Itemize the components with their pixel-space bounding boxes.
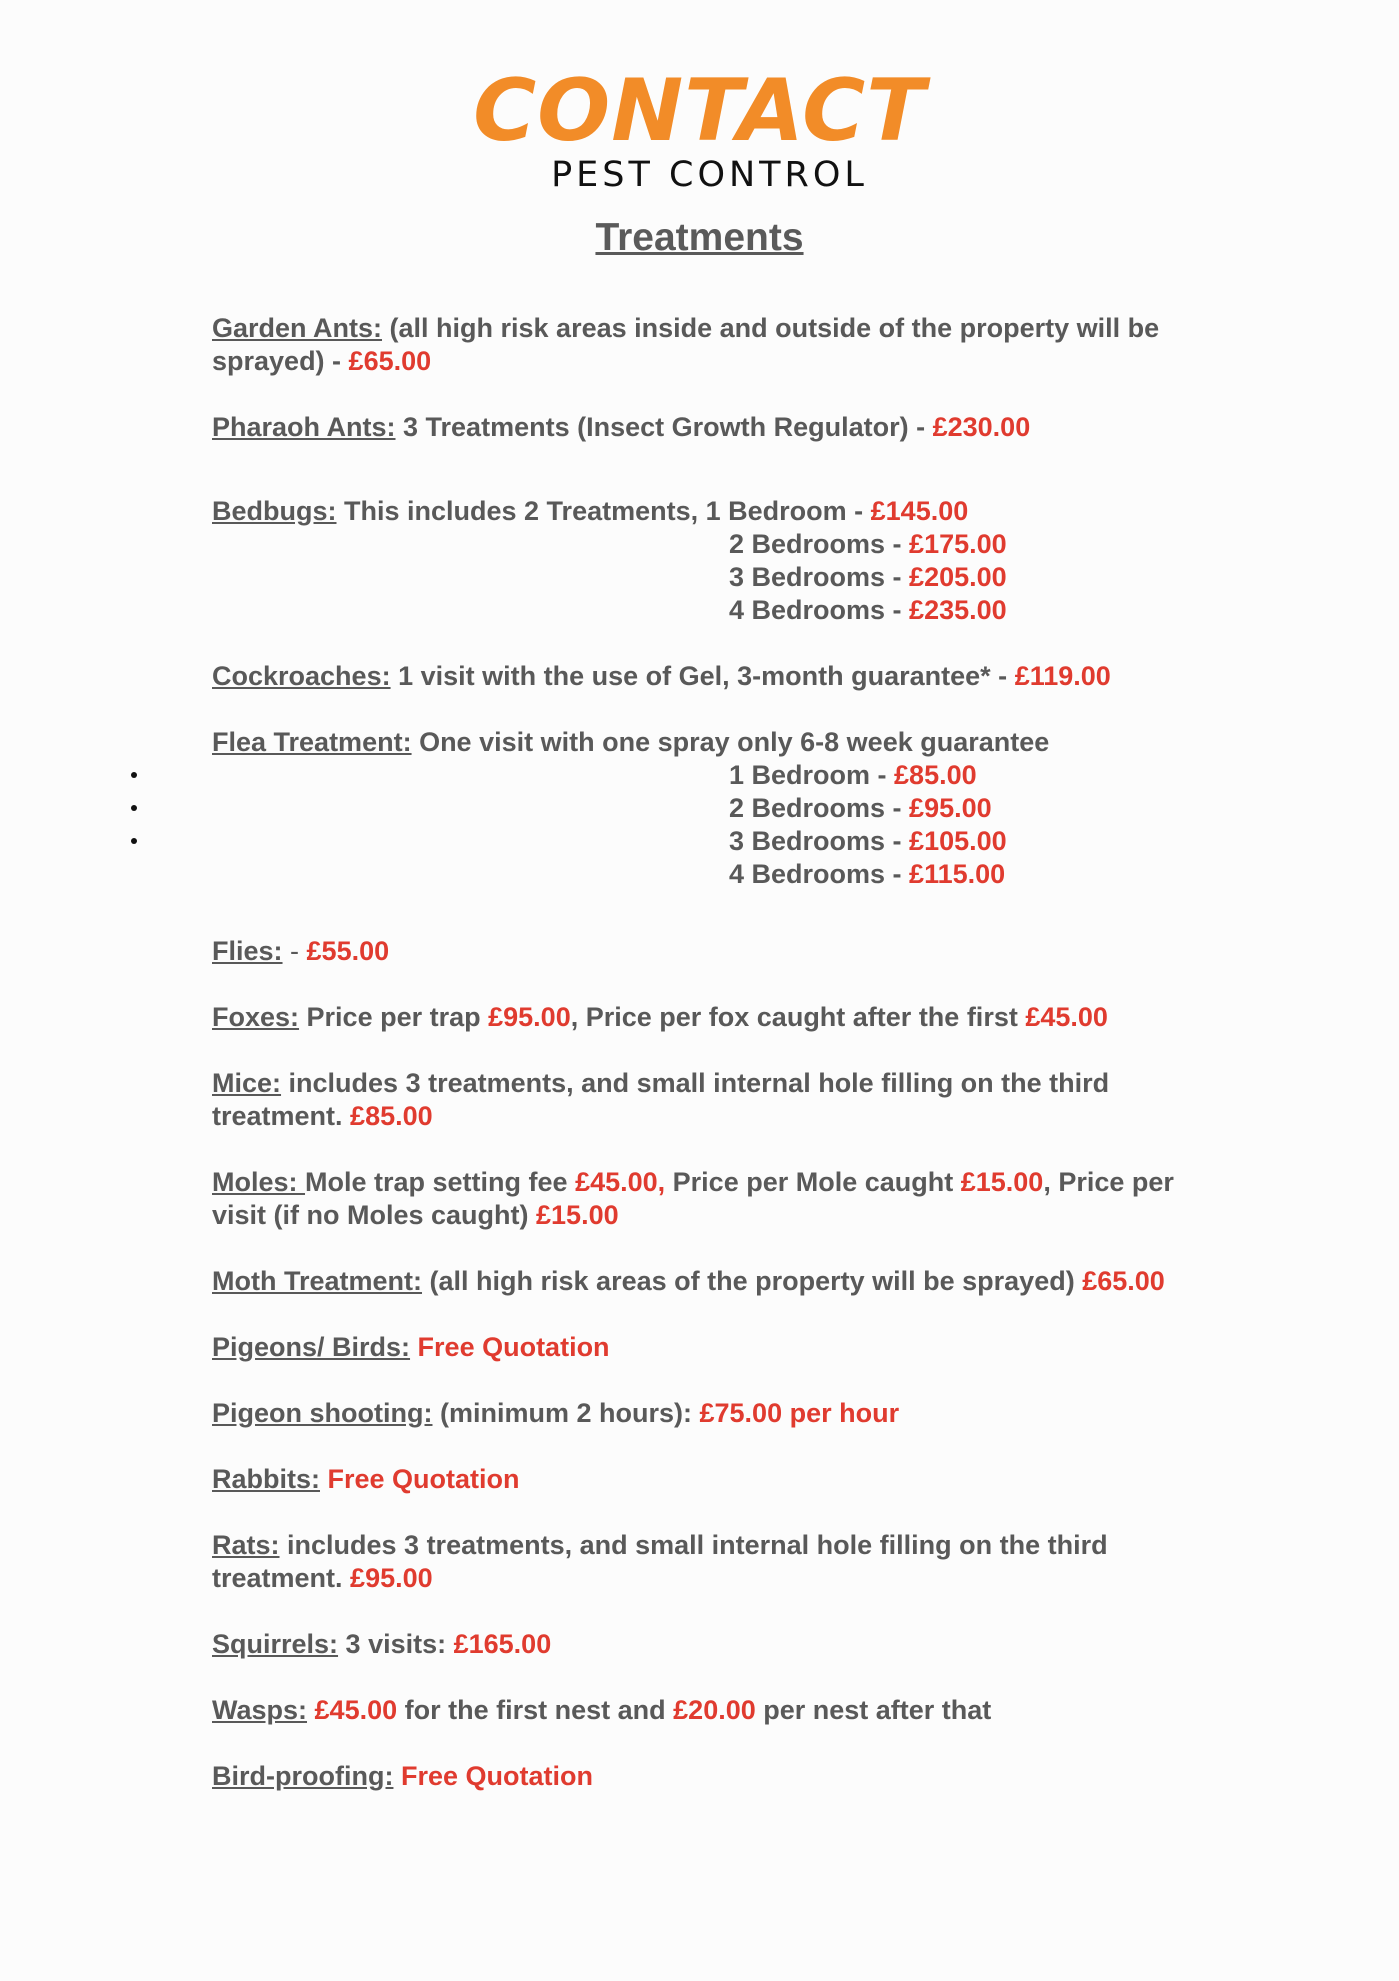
price-row — [212, 759, 1202, 792]
treatment-description: One visit with one spray only 6-8 week guarantee — [411, 727, 1050, 757]
treatment-label: Bird-proofing: — [212, 1761, 394, 1791]
treatment-description: Price per trap — [299, 1002, 489, 1032]
treatment-price: £95.00 — [488, 1002, 571, 1032]
treatment-price: £119.00 — [1014, 661, 1111, 691]
treatment-description: includes 3 treatments, and small internal hole filling on the third treatment. — [212, 1068, 1110, 1131]
treatment-description: , Price per fox caught after the first — [570, 1002, 1026, 1032]
treatment-price: £95.00 — [350, 1563, 433, 1593]
treatment-description: (all high risk areas inside and outside of the property will be sprayed) - — [212, 313, 1160, 376]
treatment-price: £230.00 — [932, 412, 1031, 442]
treatment-description: (minimum 2 hours): — [432, 1398, 700, 1428]
treatment-label: Squirrels: — [212, 1629, 339, 1659]
list-bullet — [131, 838, 137, 844]
row-price: £105.00 — [909, 826, 1007, 856]
price-row — [212, 792, 1202, 825]
treatment-description: This includes 2 Treatments, 1 Bedroom - — [336, 496, 871, 526]
treatment-price: Free Quotation — [417, 1332, 610, 1362]
row-price: £115.00 — [909, 859, 1006, 889]
treatment-price: £45.00 — [314, 1695, 398, 1725]
treatment-description: per nest after that — [755, 1695, 992, 1725]
treatment-description: Mole trap setting fee — [305, 1167, 576, 1197]
treatment-bedbugs — [212, 495, 1202, 627]
treatments-list — [212, 312, 1202, 1793]
treatment-price: £145.00 — [870, 496, 969, 526]
treatment-price: £15.00 — [536, 1200, 619, 1230]
treatment-garden-ants — [212, 312, 1202, 378]
row-price: £205.00 — [909, 562, 1007, 592]
treatment-price: £85.00 — [350, 1101, 433, 1131]
price-row — [212, 561, 1202, 594]
logo-main-text: CONTACT — [473, 61, 926, 161]
treatment-description: Price per Mole caught — [665, 1167, 961, 1197]
row-label: 4 Bedrooms - — [729, 859, 910, 889]
treatment-label: Rats: — [212, 1530, 280, 1560]
treatment-moth — [212, 1265, 1202, 1298]
treatment-price: £165.00 — [453, 1629, 552, 1659]
row-label: 2 Bedrooms - — [729, 529, 910, 559]
row-label: 2 Bedrooms - — [729, 793, 910, 823]
treatment-description: 3 Treatments (Insect Growth Regulator) - — [395, 412, 933, 442]
treatment-description — [410, 1332, 418, 1362]
treatment-pigeons — [212, 1331, 1202, 1364]
treatment-description: includes 3 treatments, and small internal hole filling on the third treatment. — [212, 1530, 1108, 1593]
treatment-price: £20.00 — [673, 1695, 756, 1725]
row-label: 3 Bedrooms - — [729, 562, 910, 592]
logo-sub-text: PEST CONTROL — [551, 155, 868, 195]
treatment-description — [307, 1695, 315, 1725]
price-row — [212, 825, 1202, 858]
treatment-label: Garden Ants: — [212, 313, 383, 343]
treatment-price: £75.00 per hour — [699, 1398, 900, 1428]
treatment-price: £45.00, — [575, 1167, 666, 1197]
treatment-description: , Price per visit (if no Moles caught) — [212, 1167, 1174, 1230]
treatment-price: £65.00 — [348, 346, 432, 376]
treatment-price: Free Quotation — [327, 1464, 520, 1494]
treatment-label: Cockroaches: — [212, 661, 391, 691]
treatment-label: Flea Treatment: — [212, 727, 412, 757]
treatment-mice — [212, 1067, 1202, 1133]
treatment-label: Pharaoh Ants: — [212, 412, 396, 442]
treatment-price: £55.00 — [306, 936, 390, 966]
row-label: 1 Bedroom - — [729, 760, 895, 790]
treatment-label: Bedbugs: — [212, 496, 337, 526]
row-price: £95.00 — [909, 793, 992, 823]
treatment-bird-proofing — [212, 1760, 1202, 1793]
treatment-label: Rabbits: — [212, 1464, 320, 1494]
treatment-description: for the first nest and — [397, 1695, 674, 1725]
treatment-label: Foxes: — [212, 1002, 300, 1032]
treatment-squirrels — [212, 1628, 1202, 1661]
treatment-flea — [212, 726, 1202, 891]
treatment-description — [320, 1464, 328, 1494]
treatment-moles — [212, 1166, 1202, 1232]
price-row — [212, 528, 1202, 561]
treatment-label: Moth Treatment: — [212, 1266, 423, 1296]
treatment-label: Moles: — [212, 1167, 306, 1197]
row-label: 4 Bedrooms - — [729, 595, 910, 625]
treatment-foxes — [212, 1001, 1202, 1034]
treatment-price: £45.00 — [1025, 1002, 1108, 1032]
treatment-pigeon-shooting — [212, 1397, 1202, 1430]
treatment-label: Pigeon shooting: — [212, 1398, 433, 1428]
price-row — [212, 594, 1202, 627]
treatment-label: Mice: — [212, 1068, 282, 1098]
price-row — [212, 858, 1202, 891]
company-logo — [0, 61, 1399, 195]
row-price: £235.00 — [909, 595, 1007, 625]
row-price: £85.00 — [894, 760, 977, 790]
treatment-price: Free Quotation — [400, 1761, 593, 1791]
list-bullet — [131, 772, 137, 778]
treatment-price: £65.00 — [1082, 1266, 1165, 1296]
treatment-description — [393, 1761, 401, 1791]
treatment-label: Pigeons/ Birds: — [212, 1332, 411, 1362]
treatment-description: - — [282, 936, 307, 966]
treatment-price: £15.00 — [960, 1167, 1044, 1197]
treatment-wasps — [212, 1694, 1202, 1727]
row-label: 3 Bedrooms - — [729, 826, 910, 856]
list-bullet — [131, 805, 137, 811]
treatment-cockroaches — [212, 660, 1202, 693]
treatment-label: Flies: — [212, 936, 283, 966]
treatment-description: 3 visits: — [338, 1629, 454, 1659]
treatment-description: 1 visit with the use of Gel, 3-month guarantee* - — [390, 661, 1015, 691]
treatment-flies — [212, 935, 1202, 968]
treatment-rabbits — [212, 1463, 1202, 1496]
treatment-rats — [212, 1529, 1202, 1595]
treatment-description: (all high risk areas of the property will be sprayed) — [422, 1266, 1083, 1296]
page-title: Treatments — [595, 216, 804, 259]
treatment-label: Wasps: — [212, 1695, 308, 1725]
row-price: £175.00 — [909, 529, 1007, 559]
treatment-pharaoh-ants — [212, 411, 1202, 444]
